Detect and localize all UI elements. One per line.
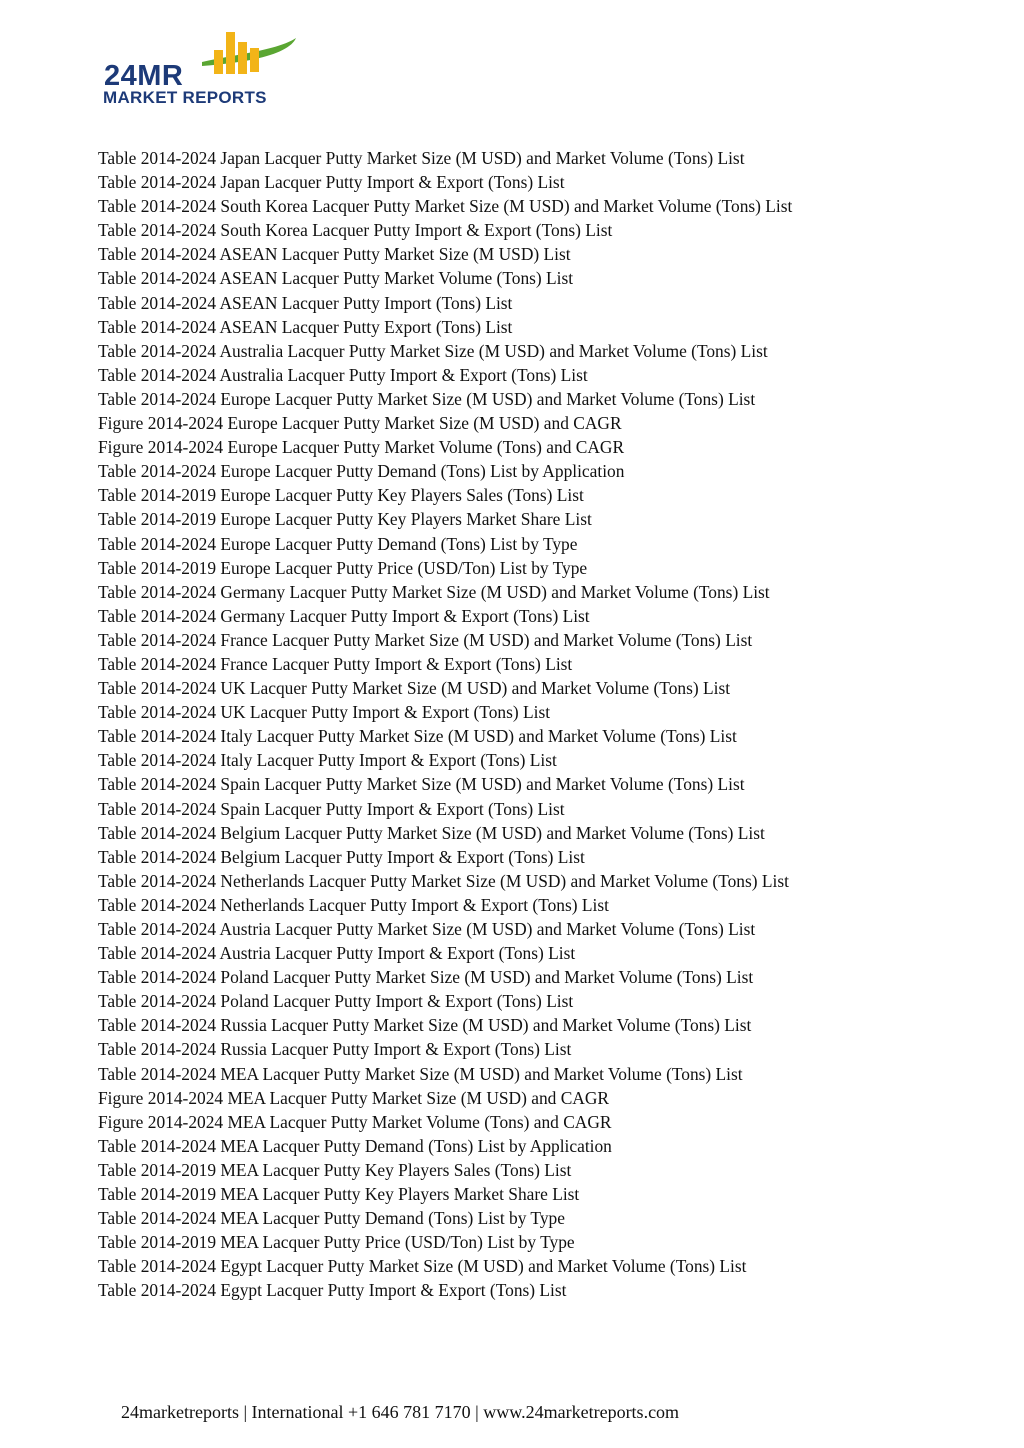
list-item: Table 2014-2024 Japan Lacquer Putty Market Size (M USD) and Market Volume (Tons) List xyxy=(98,148,745,168)
list-item: Table 2014-2024 France Lacquer Putty Import & Export (Tons) List xyxy=(98,653,573,674)
logo-tagline: MARKET REPORTS xyxy=(103,88,267,107)
logo-bar xyxy=(238,42,247,74)
list-item: Table 2014-2024 Italy Lacquer Putty Market Size (M USD) and Market Volume (Tons) List xyxy=(98,726,737,747)
list-item: Table 2014-2024 Europe Lacquer Putty Market Size (M USD) and Market Volume (Tons) List xyxy=(98,388,756,409)
list-item: Table 2014-2024 Europe Lacquer Putty Demand (Tons) List by Type xyxy=(98,533,578,554)
list-item: Table 2014-2024 Australia Lacquer Putty Market Size (M USD) and Market Volume (Tons) List xyxy=(98,340,768,361)
logo-bar xyxy=(250,48,259,72)
list-item: Table 2014-2024 Austria Lacquer Putty Import & Export (Tons) List xyxy=(98,943,576,964)
list-item: Table 2014-2024 Germany Lacquer Putty Import & Export (Tons) List xyxy=(98,605,590,626)
list-item: Table 2014-2024 ASEAN Lacquer Putty Market Volume (Tons) List xyxy=(98,268,574,289)
list-item: Table 2014-2024 Egypt Lacquer Putty Market Size (M USD) and Market Volume (Tons) List xyxy=(98,1256,747,1277)
list-item: Table 2014-2024 UK Lacquer Putty Market Size (M USD) and Market Volume (Tons) List xyxy=(98,678,731,699)
list-item: Table 2014-2024 Russia Lacquer Putty Market Size (M USD) and Market Volume (Tons) List xyxy=(98,1015,752,1036)
list-item: Table 2014-2024 Belgium Lacquer Putty Market Size (M USD) and Market Volume (Tons) List xyxy=(98,822,765,843)
list-item: Table 2014-2024 ASEAN Lacquer Putty Import (Tons) List xyxy=(98,292,513,313)
list-item: Table 2014-2024 Europe Lacquer Putty Demand (Tons) List by Application xyxy=(98,461,625,482)
list-item: Table 2014-2019 MEA Lacquer Putty Price (USD/Ton) List by Type xyxy=(98,1232,575,1253)
list-item: Table 2014-2024 MEA Lacquer Putty Demand (Tons) List by Application xyxy=(98,1135,612,1156)
list-item: Table 2014-2024 Japan Lacquer Putty Import & Export (Tons) List xyxy=(98,172,565,193)
list-item: Table 2014-2024 France Lacquer Putty Market Size (M USD) and Market Volume (Tons) List xyxy=(98,629,753,650)
list-item: Table 2014-2024 Australia Lacquer Putty Import & Export (Tons) List xyxy=(98,364,588,385)
list-item: Table 2014-2019 Europe Lacquer Putty Key Players Market Share List xyxy=(98,509,592,530)
page-footer: 24marketreports | International +1 646 781 7170 | www.24marketreports.com xyxy=(121,1402,680,1422)
list-item: Figure 2014-2024 MEA Lacquer Putty Market Size (M USD) and CAGR xyxy=(98,1087,610,1108)
list-item: Table 2014-2024 Netherlands Lacquer Putty Import & Export (Tons) List xyxy=(98,894,609,915)
list-item: Table 2014-2024 Spain Lacquer Putty Import & Export (Tons) List xyxy=(98,798,565,819)
list-item: Table 2014-2024 Italy Lacquer Putty Import & Export (Tons) List xyxy=(98,750,557,771)
logo-bar xyxy=(214,50,223,74)
list-item: Table 2014-2024 Netherlands Lacquer Putty Market Size (M USD) and Market Volume (Tons) List xyxy=(98,870,789,891)
logo-bar xyxy=(226,32,235,74)
list-item: Table 2014-2019 MEA Lacquer Putty Key Players Market Share List xyxy=(98,1184,580,1205)
list-item: Figure 2014-2024 Europe Lacquer Putty Market Volume (Tons) and CAGR xyxy=(98,437,625,458)
list-item: Table 2014-2019 Europe Lacquer Putty Key Players Sales (Tons) List xyxy=(98,485,584,506)
list-item: Table 2014-2024 Egypt Lacquer Putty Import & Export (Tons) List xyxy=(98,1280,567,1301)
list-item: Table 2014-2024 ASEAN Lacquer Putty Market Size (M USD) List xyxy=(98,244,571,265)
list-item: Figure 2014-2024 Europe Lacquer Putty Market Size (M USD) and CAGR xyxy=(98,413,622,434)
list-item: Table 2014-2024 MEA Lacquer Putty Market Size (M USD) and Market Volume (Tons) List xyxy=(98,1063,743,1084)
list-item: Table 2014-2024 Russia Lacquer Putty Import & Export (Tons) List xyxy=(98,1039,572,1060)
list-item: Table 2014-2024 South Korea Lacquer Putty Market Size (M USD) and Market Volume (Tons) List xyxy=(98,196,793,217)
company-logo xyxy=(98,28,308,110)
list-item: Table 2014-2024 Spain Lacquer Putty Market Size (M USD) and Market Volume (Tons) List xyxy=(98,774,745,795)
logo-wordmark: 24MR xyxy=(104,60,184,92)
list-item: Table 2014-2024 Poland Lacquer Putty Import & Export (Tons) List xyxy=(98,991,574,1012)
table-of-figures-list xyxy=(98,146,978,1303)
list-item: Table 2014-2024 Austria Lacquer Putty Market Size (M USD) and Market Volume (Tons) List xyxy=(98,919,756,939)
list-item: Table 2014-2024 South Korea Lacquer Putty Import & Export (Tons) List xyxy=(98,220,613,241)
list-item: Table 2014-2019 MEA Lacquer Putty Key Players Sales (Tons) List xyxy=(98,1159,572,1180)
list-item: Table 2014-2019 Europe Lacquer Putty Price (USD/Ton) List by Type xyxy=(98,557,588,578)
list-item: Table 2014-2024 ASEAN Lacquer Putty Export (Tons) List xyxy=(98,316,513,337)
list-item: Table 2014-2024 UK Lacquer Putty Import & Export (Tons) List xyxy=(98,702,551,723)
list-item: Table 2014-2024 Poland Lacquer Putty Market Size (M USD) and Market Volume (Tons) List xyxy=(98,967,754,988)
list-item: Table 2014-2024 MEA Lacquer Putty Demand (Tons) List by Type xyxy=(98,1208,565,1229)
list-item: Table 2014-2024 Belgium Lacquer Putty Import & Export (Tons) List xyxy=(98,846,585,867)
list-item: Table 2014-2024 Germany Lacquer Putty Market Size (M USD) and Market Volume (Tons) List xyxy=(98,581,770,602)
list-item: Figure 2014-2024 MEA Lacquer Putty Market Volume (Tons) and CAGR xyxy=(98,1111,612,1132)
